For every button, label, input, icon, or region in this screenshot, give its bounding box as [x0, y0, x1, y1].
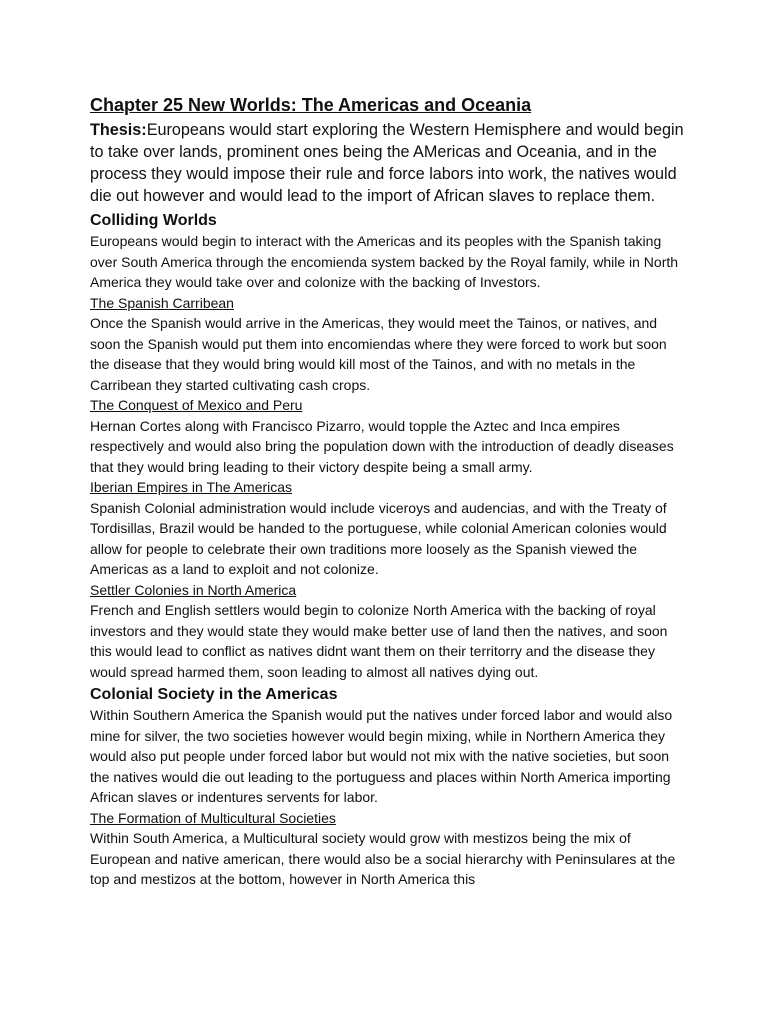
subheading-conquest-mexico-peru: The Conquest of Mexico and Peru — [90, 397, 303, 413]
paragraph-iberian-empires: Spanish Colonial administration would include viceroys and audencias, and with the Treaty of Tordisillas, Brazil would be handed to the portuguese, while colonial American colonies would allow for people to celebrate their own traditions more loosely as the Spanish viewed the Americas as a land to exploit and not colonize. — [90, 499, 667, 577]
thesis-text: Europeans would start exploring the Western Hemisphere and would begin to take over lands, prominent ones being the AMericas and Oceania, and in the process they would impose their rule and force labors into work, the natives would die out however and would lead to the import of African slaves to replace them. — [90, 121, 684, 205]
section-intro-colonial-society: Within Southern America the Spanish would put the natives under forced labor and would also mine for silver, the two societies however would begin mixing, while in Northern America they would also put people under forced labor but would not mix with the native societies, but soon the natives would die out leading to the portuguess and places within North America importing African slaves or indentures servents for labor. — [90, 707, 673, 805]
document-page — [90, 94, 690, 890]
section-intro-colliding-worlds: Europeans would begin to interact with the Americas and its peoples with the Spanish taking over South America through the encomienda system backed by the Royal family, while in North America they would take over and colonize with the backing of Investors. — [90, 233, 679, 290]
paragraph-multicultural-societies: Within South America, a Multicultural society would grow with mestizos being the mix of European and native american, there would also be a social hierarchy with Peninsulares at the top and mestizos at the bottom, however in North America this — [90, 830, 676, 887]
section-heading-colonial-society: Colonial Society in the Americas — [90, 686, 338, 703]
paragraph-settler-colonies: French and English settlers would begin to colonize North America with the backing of royal investors and they would state they would make better use of land then the natives, and soon this would lead to conflict as natives didnt want them on their territorry and the disease they would spread harmed them, soon leading to almost all natives dying out. — [90, 602, 668, 680]
paragraph-spanish-carribean: Once the Spanish would arrive in the Americas, they would meet the Tainos, or natives, and soon the Spanish would put them into encomiendas where they were forced to work but soon the disease that they would bring would kill most of the Tainos, and with no metals in the Carribean they started cultivating cash crops. — [90, 315, 667, 393]
section-heading-colliding-worlds: Colliding Worlds — [90, 212, 217, 229]
subheading-settler-colonies: Settler Colonies in North America — [90, 581, 297, 598]
thesis-paragraph — [90, 119, 690, 207]
thesis-label: Thesis: — [90, 121, 147, 139]
subheading-multicultural-societies: The Formation of Multicultural Societies — [90, 809, 336, 826]
subheading-spanish-carribean: The Spanish Carribean — [90, 294, 234, 311]
document-title: Chapter 25 New Worlds: The Americas and Oceania — [90, 95, 532, 115]
paragraph-conquest-mexico-peru: Hernan Cortes along with Francisco Pizarro, would topple the Aztec and Inca empires respectively and would also bring the population down with the introduction of deadly diseases that they would bring leading to their victory despite being a small army. — [90, 417, 674, 475]
subheading-iberian-empires: Iberian Empires in The Americas — [90, 479, 293, 495]
